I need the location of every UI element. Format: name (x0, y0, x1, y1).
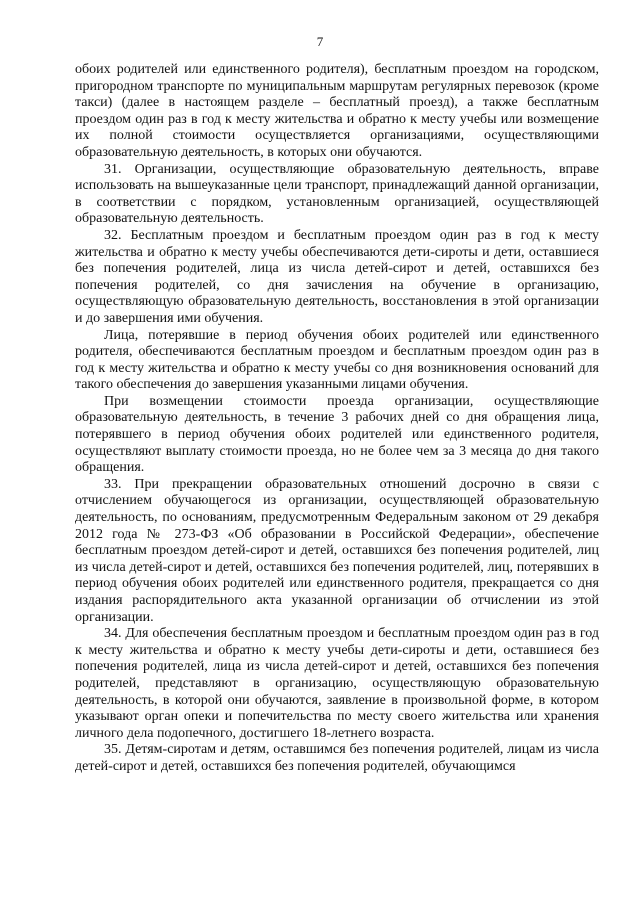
page-number: 7 (316, 34, 324, 49)
paragraph-32: 32. Бесплатным проездом и бесплатным проездом один раз в год к месту жительства и обратно к месту учебы обеспечиваются дети-сироты и дети, оставшиеся без попечения родителей, лица из числа детей-сирот и детей, оставшихся без попечения родителей, со дня зачисления на обучение в организацию, осуществляющую образовательную деятельность, восстановления в этой организации и до завершения ими обучения. (75, 227, 599, 326)
paragraph-35: 35. Детям-сиротам и детям, оставшимся без попечения родителей, лицам из числа детей-сирот и детей, оставшихся без попечения родителей, обучающимся (75, 742, 599, 774)
paragraph-continuation: обоих родителей или единственного родителя), бесплатным проездом на городском, пригородном транспорте по муниципальным маршрутам регулярных перевозок (кроме такси) (далее в настоящем разделе – бесплатный проезд), а также бесплатным проездом один раз в год к месту жительства и обратно к месту учебы или возмещение их полной стоимости осуществляется организациями, осуществляющими образовательную деятельность, в которых они обучаются. (75, 62, 599, 160)
document-body (75, 62, 599, 776)
paragraph-34: 34. Для обеспечения бесплатным проездом и бесплатным проездом один раз в год к месту жительства и обратно к месту учебы дети-сироты и дети, оставшиеся без попечения родителей, лица из числа детей-сирот и детей, оставшихся без попечения родителей, представляют в организацию, осуществляющую образовательную деятельность, в которой они обучаются, заявление в произвольной форме, в котором указывают орган опеки и попечительства по месту своего жительства или хранения личного дела подопечного, достигшего 18-летнего возраста. (75, 626, 599, 741)
paragraph-32-reimbursement: При возмещении стоимости проезда организации, осуществляющие образовательную деятельность, в течение 3 рабочих дней со дня обращения лица, потерявшего в период обучения обоих родителей или единственного родителя, осуществляют выплату стоимости проезда, но не более чем за 3 месяца до дня такого обращения. (75, 393, 599, 476)
paragraph-31: 31. Организации, осуществляющие образовательную деятельность, вправе использовать на вышеуказанные цели транспорт, принадлежащий данной организации, в соответствии с порядком, установленным организацией, осуществляющей образовательную деятельность. (75, 161, 599, 227)
paragraph-33: 33. При прекращении образовательных отношений досрочно в связи с отчислением обучающегося из организации, осуществляющей образовательную деятельность, по основаниям, предусмотренным Федеральным законом от 29 декабря 2012 года № 273-ФЗ «Об образовании в Российской Федерации», обеспечение бесплатным проездом детей-сирот и детей, оставшихся без попечения родителей, лиц из числа детей-сирот и детей, оставшихся без попечения родителей, лиц, потерявших в период обучения обоих родителей или единственного родителя, прекращается со дня издания распорядительного акта указанной организации об отчислении из этой организации. (75, 476, 599, 625)
paragraph-32-orphans: Лица, потерявшие в период обучения обоих родителей или единственного родителя, обеспечиваются бесплатным проездом и бесплатным проездом один раз в год к месту жительства и обратно к месту учебы со дня возникновения оснований для такого обеспечения до завершения указанными лицами обучения. (75, 327, 599, 393)
